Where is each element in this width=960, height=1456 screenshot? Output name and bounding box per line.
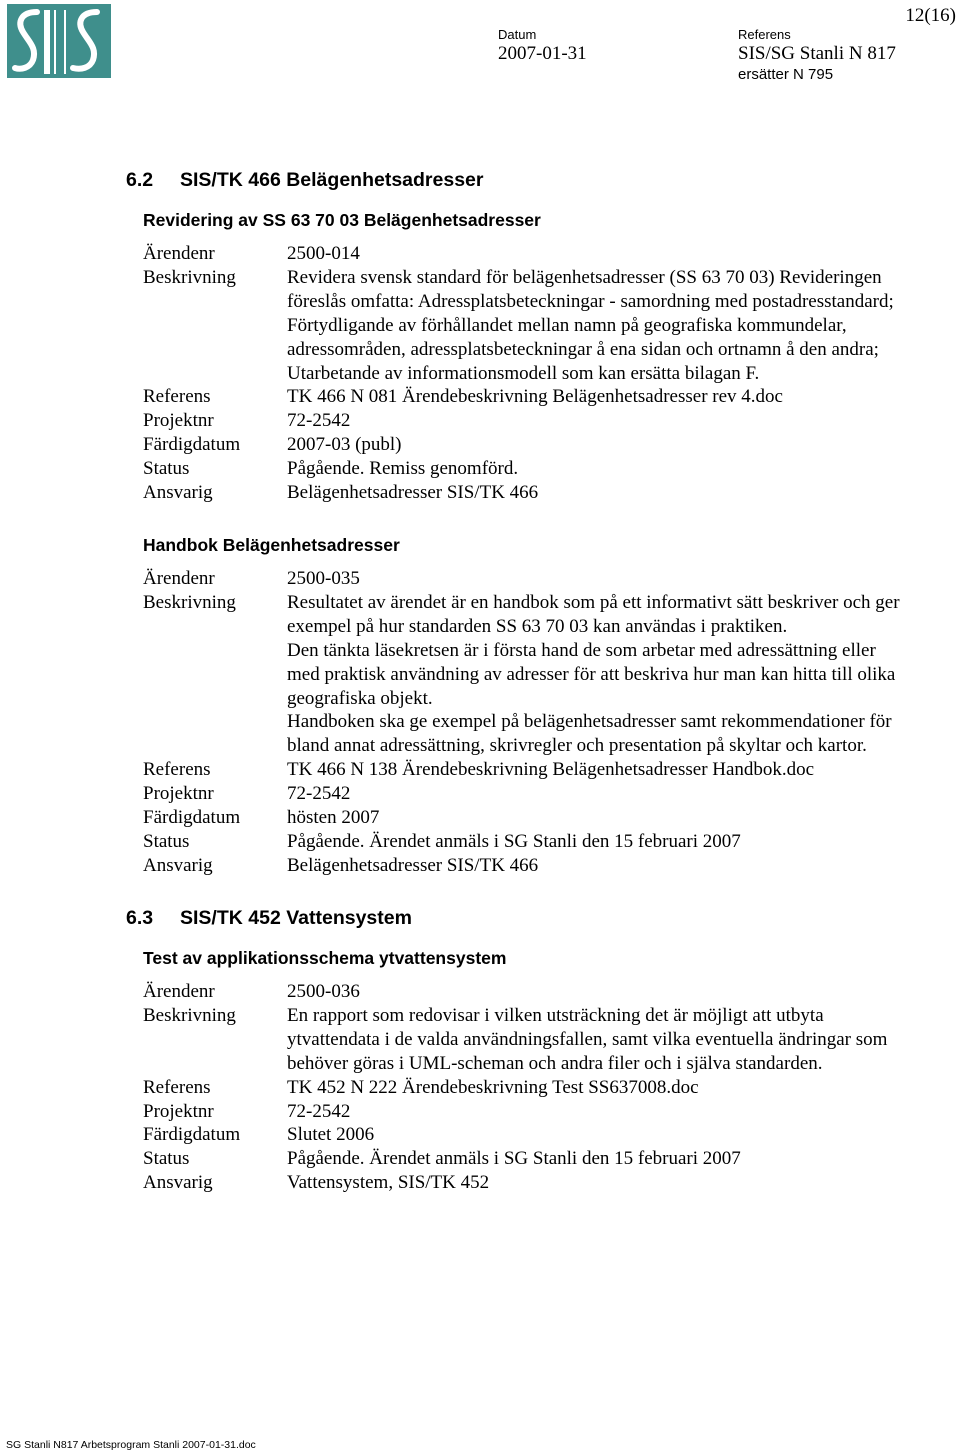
page-number: 12(16) <box>905 5 956 26</box>
field-row <box>143 266 958 386</box>
field-label: Referens <box>143 386 211 408</box>
field-value <box>287 1100 958 1124</box>
item-title: Revidering av SS 63 70 03 Belägenhetsadresser <box>143 210 541 230</box>
value-line: bland annat adressättning, skrivregler och presentation på skyltar och kartor. <box>287 735 867 757</box>
field-label: Referens <box>143 1076 211 1098</box>
value-line: Resultatet av ärendet är en handbok som på ett informativt sätt beskriver och ger <box>287 591 900 613</box>
field-row <box>143 433 958 457</box>
field-value <box>287 457 958 481</box>
field-value <box>287 830 958 854</box>
value-line: Vattensystem, SIS/TK 452 <box>287 1172 490 1194</box>
field-value <box>287 385 958 409</box>
value-line: Förtydligande av förhållandet mellan namn på geografiska kommundelar, <box>287 314 847 336</box>
value-line: med praktisk användning av adresser för att beskriva hur man kan hitta till olika <box>287 663 896 685</box>
value-line: exempel på hur standarden SS 63 70 03 kan användas i praktiken. <box>287 615 788 637</box>
field-label: Beskrivning <box>143 591 236 613</box>
field-label: Ärendenr <box>143 243 215 264</box>
field-row <box>143 1100 958 1124</box>
field-value <box>287 758 958 782</box>
value-line: TK 466 N 138 Ärendebeskrivning Belägenhetsadresser Handbok.doc <box>287 759 815 781</box>
field-row <box>143 1171 958 1195</box>
value-line: Slutet 2006 <box>287 1124 375 1146</box>
field-label: Beskrivning <box>143 266 236 288</box>
field-label: Projektnr <box>143 1100 214 1122</box>
item-fields <box>143 242 958 505</box>
value-line: 2007-03 (publ) <box>287 434 402 456</box>
value-line: Den tänkta läsekretsen är i första hand de som arbetar med adressättning eller <box>287 639 876 661</box>
field-row <box>143 854 958 878</box>
section-heading <box>126 168 483 192</box>
item-fields <box>143 567 958 878</box>
value-line: adressområden, adressplatsbeteckningar å ena sidan och ortnamn å den andra; <box>287 338 879 360</box>
field-value <box>287 1123 958 1147</box>
date-value: 2007-01-31 <box>498 43 587 64</box>
field-value <box>287 854 958 878</box>
value-line: 72-2542 <box>287 783 351 805</box>
value-line: Handboken ska ge exempel på belägenhetsadresser samt rekommendationer för <box>287 711 892 733</box>
field-row <box>143 242 958 266</box>
sis-logo <box>7 4 111 78</box>
field-value <box>287 242 958 266</box>
field-label: Färdigdatum <box>143 807 241 829</box>
value-line: ytvattendata i de valda användningsfallen, samt vilka eventuella ändringar som <box>287 1028 888 1050</box>
section-title: SIS/TK 466 Belägenhetsadresser <box>180 169 484 191</box>
field-value <box>287 806 958 830</box>
field-value <box>287 1171 958 1195</box>
field-row <box>143 830 958 854</box>
value-line: 2500-035 <box>287 568 360 589</box>
field-value <box>287 481 958 505</box>
value-line: Pågående. Ärendet anmäls i SG Stanli den 15 februari 2007 <box>287 1148 741 1170</box>
field-label: Status <box>143 458 190 480</box>
value-line: Pågående. Ärendet anmäls i SG Stanli den 15 februari 2007 <box>287 830 741 852</box>
field-row <box>143 1147 958 1171</box>
value-line: Utarbetande av informationsmodell som kan ersätta bilagan F. <box>287 362 760 384</box>
value-line: 72-2542 <box>287 410 351 432</box>
value-line: 2500-036 <box>287 981 360 1002</box>
value-line: hösten 2007 <box>287 807 380 829</box>
field-value <box>287 782 958 806</box>
field-value <box>287 567 958 591</box>
field-row <box>143 457 958 481</box>
field-label: Status <box>143 1148 190 1170</box>
item-fields <box>143 980 958 1195</box>
field-row <box>143 481 958 505</box>
field-value <box>287 1147 958 1171</box>
value-line: Belägenhetsadresser SIS/TK 466 <box>287 854 539 876</box>
field-row <box>143 409 958 433</box>
reference-label: Referens <box>738 27 791 42</box>
field-value <box>287 980 958 1004</box>
field-value <box>287 266 958 386</box>
field-label: Ärendenr <box>143 568 215 589</box>
field-row <box>143 385 958 409</box>
footer-filename: SG Stanli N817 Arbetsprogram Stanli 2007-01-31.doc <box>6 1439 256 1451</box>
field-value <box>287 1004 958 1076</box>
field-row <box>143 980 958 1004</box>
value-line: En rapport som redovisar i vilken utsträckning det är möjligt att utbyta <box>287 1004 824 1026</box>
value-line: Pågående. Remiss genomförd. <box>287 458 519 480</box>
value-line: behöver göras i UML-scheman och andra filer och i själva standarden. <box>287 1052 823 1074</box>
section-heading <box>126 906 412 930</box>
field-row <box>143 567 958 591</box>
field-value <box>287 1076 958 1100</box>
field-row <box>143 758 958 782</box>
reference-value: SIS/SG Stanli N 817 <box>738 43 896 64</box>
field-label: Status <box>143 830 190 852</box>
field-value <box>287 433 958 457</box>
item-title: Handbok Belägenhetsadresser <box>143 535 400 555</box>
value-line: föreslås omfatta: Adressplatsbeteckningar - samordning med postadresstandard; <box>287 290 894 312</box>
value-line: Revidera svensk standard för belägenhetsadresser (SS 63 70 03) Revideringen <box>287 266 882 288</box>
item-title: Test av applikationsschema ytvattensystem <box>143 948 507 968</box>
field-label: Ansvarig <box>143 482 213 504</box>
field-row <box>143 591 958 758</box>
value-line: TK 452 N 222 Ärendebeskrivning Test SS637008.doc <box>287 1076 699 1098</box>
section-title: SIS/TK 452 Vattensystem <box>180 907 412 929</box>
value-line: 72-2542 <box>287 1100 351 1122</box>
field-label: Projektnr <box>143 410 214 432</box>
field-label: Ärendenr <box>143 981 215 1002</box>
field-label: Beskrivning <box>143 1004 236 1026</box>
field-label: Färdigdatum <box>143 434 241 456</box>
field-row <box>143 806 958 830</box>
replaces-note: ersätter N 795 <box>738 66 834 83</box>
field-row <box>143 1004 958 1076</box>
field-label: Referens <box>143 759 211 781</box>
field-row <box>143 782 958 806</box>
value-line: geografiska objekt. <box>287 687 433 709</box>
field-label: Ansvarig <box>143 854 213 876</box>
value-line: Belägenhetsadresser SIS/TK 466 <box>287 482 539 504</box>
value-line: TK 466 N 081 Ärendebeskrivning Belägenhetsadresser rev 4.doc <box>287 386 783 408</box>
field-value <box>287 409 958 433</box>
value-line: 2500-014 <box>287 243 360 264</box>
field-value <box>287 591 958 758</box>
section-number: 6.3 <box>126 907 154 929</box>
section-number: 6.2 <box>126 169 154 191</box>
date-label: Datum <box>498 27 537 42</box>
field-label: Ansvarig <box>143 1172 213 1194</box>
field-label: Projektnr <box>143 783 214 805</box>
field-label: Färdigdatum <box>143 1124 241 1146</box>
field-row <box>143 1123 958 1147</box>
field-row <box>143 1076 958 1100</box>
